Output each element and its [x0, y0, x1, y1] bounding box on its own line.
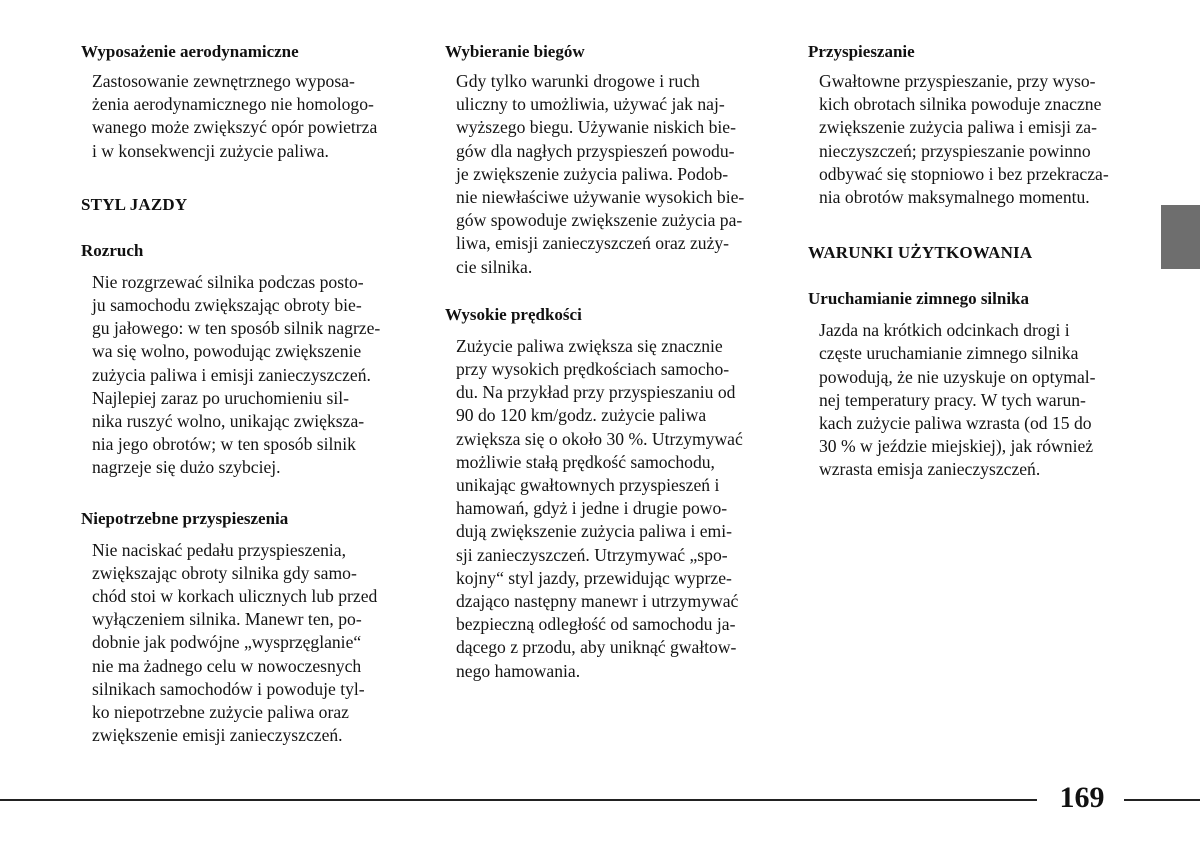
- text-line: gów dla nagłych przyspieszeń powodu-: [456, 140, 735, 161]
- text-line: nie ma żadnego celu w nowoczesnych: [92, 655, 362, 676]
- text-line: częste uruchamianie zimnego silnika: [819, 343, 1079, 364]
- text-line: nagrzeje się dużo szybciej.: [92, 457, 281, 478]
- paragraph-cold-engine-start: [808, 319, 1121, 481]
- text-line: Zużycie paliwa zwiększa się znacznie: [456, 335, 723, 356]
- footer-rule-left: [0, 799, 1037, 801]
- paragraph-acceleration: [808, 70, 1121, 209]
- heading-gear-selection: Wybieranie biegów: [445, 42, 585, 61]
- text-line: i w konsekwencji zużycie paliwa.: [92, 140, 329, 161]
- text-line: je zwiększenie zużycia paliwa. Podob-: [456, 163, 729, 184]
- heading-cold-engine-start: Uruchamianie zimnego silnika: [808, 289, 1030, 309]
- paragraph-start-up: [81, 271, 395, 480]
- text-line: chód stoi w korkach ulicznych lub przed: [92, 586, 378, 607]
- text-line: Nie rozgrzewać silnika podczas posto-: [92, 271, 364, 292]
- text-line: przy wysokich prędkościach samocho-: [456, 359, 730, 380]
- text-line: dącego z przodu, aby uniknąć gwałtow-: [456, 637, 737, 658]
- text-column-3: [808, 40, 1121, 482]
- paragraph-aerodynamic-equipment: [81, 70, 395, 163]
- paragraph-high-speeds: [445, 335, 758, 683]
- text-line: bezpieczną odległość od samochodu ja-: [456, 614, 736, 635]
- text-column-2: [445, 40, 758, 683]
- text-line: silnikach samochodów i powoduje tyl-: [92, 678, 365, 699]
- heading-unnecessary-acceleration: Niepotrzebne przyspieszenia: [81, 508, 289, 528]
- footer-rule-right: [1124, 799, 1200, 801]
- text-line: kich obrotach silnika powoduje znaczne: [819, 94, 1102, 115]
- text-line: ju samochodu zwiększając obroty bie-: [92, 295, 362, 316]
- text-line: Gdy tylko warunki drogowe i ruch: [456, 71, 700, 91]
- text-line: hamowań, gdyż i jedne i drugie powo-: [456, 498, 728, 519]
- paragraph-gear-selection: [445, 70, 758, 279]
- text-line: wyłączeniem silnika. Manewr ten, po-: [92, 609, 362, 630]
- text-line: dobnie jak podwójne „wysprzęglanie“: [92, 632, 362, 653]
- heading-acceleration: Przyspieszanie: [808, 42, 915, 61]
- text-line: gu jałowego: w ten sposób silnik nagrze-: [92, 318, 381, 339]
- page-number: 169: [1059, 781, 1105, 814]
- text-line: Zastosowanie zewnętrznego wyposa-: [92, 71, 355, 91]
- text-line: zwiększa się o około 30 %. Utrzymywać: [456, 428, 743, 449]
- text-line: nia jego obrotów; w ten sposób silnik: [92, 434, 356, 455]
- text-line: wanego może zwiększyć opór powietrza: [92, 117, 378, 138]
- text-line: sji zanieczyszczeń. Utrzymywać „spo-: [456, 544, 728, 565]
- text-line: zużycia paliwa i emisji zanieczyszczeń.: [92, 364, 371, 385]
- text-line: ko niepotrzebne zużycie paliwa oraz: [92, 702, 349, 723]
- text-line: powodują, że nie uzyskuje on optymal-: [819, 366, 1096, 387]
- text-line: nie niewłaściwe używanie wysokich bie-: [456, 187, 745, 208]
- text-line: Nie naciskać pedału przyspieszenia,: [92, 539, 347, 560]
- heading-start-up: Rozruch: [81, 240, 144, 260]
- text-line: gów spowoduje zwiększenie zużycia pa-: [456, 210, 743, 231]
- text-line: uliczny to umożliwia, używać jak naj-: [456, 94, 725, 115]
- text-line: odbywać się stopniowo i bez przekracza-: [819, 163, 1109, 184]
- text-column-1: [81, 40, 395, 747]
- text-line: zwiększenie zużycia paliwa i emisji za-: [819, 117, 1097, 138]
- section-title-operating-conditions: WARUNKI UŻYTKOWANIA: [808, 243, 1033, 263]
- text-line: unikając gwałtownych przyspieszeń i: [456, 475, 720, 496]
- text-line: nika ruszyć wolno, unikając zwiększa-: [92, 411, 365, 432]
- text-line: cie silnika.: [456, 256, 533, 277]
- text-line: Gwałtowne przyspieszanie, przy wyso-: [819, 71, 1096, 91]
- section-title-driving-style: STYL JAZDY: [81, 194, 188, 214]
- text-line: Jazda na krótkich odcinkach drogi i: [819, 320, 1070, 341]
- chapter-tab-marker: [1161, 205, 1200, 269]
- text-line: nieczyszczeń; przyspieszanie powinno: [819, 140, 1091, 161]
- text-line: zwiększenie emisji zanieczyszczeń.: [92, 725, 343, 746]
- text-line: wzrasta emisja zanieczyszczeń.: [819, 459, 1041, 480]
- text-line: liwa, emisji zanieczyszczeń oraz zuży-: [456, 233, 730, 254]
- text-line: kach zużycie paliwa wzrasta (od 15 do: [819, 413, 1092, 434]
- text-line: nego hamowania.: [456, 660, 581, 681]
- text-line: nia obrotów maksymalnego momentu.: [819, 187, 1090, 208]
- text-line: Najlepiej zaraz po uruchomieniu sil-: [92, 387, 349, 408]
- heading-aerodynamic-equipment: Wyposażenie aerodynamiczne: [81, 42, 299, 61]
- text-line: żenia aerodynamicznego nie homologo-: [92, 94, 374, 115]
- text-line: dują zwiększenie zużycia paliwa i emi-: [456, 521, 732, 542]
- text-line: wa się wolno, powodując zwiększenie: [92, 341, 362, 362]
- text-line: możliwie stałą prędkość samochodu,: [456, 451, 715, 472]
- text-line: 90 do 120 km/godz. zużycie paliwa: [456, 405, 707, 426]
- text-line: zwiększając obroty silnika gdy samo-: [92, 562, 357, 583]
- text-line: kojny“ styl jazdy, przewidując wyprze-: [456, 567, 732, 588]
- paragraph-unnecessary-acceleration: [81, 539, 395, 748]
- text-line: dzająco następny manewr i utrzymywać: [456, 591, 739, 612]
- text-line: nej temperatury pracy. W tych warun-: [819, 389, 1086, 410]
- heading-high-speeds: Wysokie prędkości: [445, 304, 582, 324]
- text-line: wyższego biegu. Używanie niskich bie-: [456, 117, 736, 138]
- text-line: du. Na przykład przy przyspieszaniu od: [456, 382, 736, 403]
- text-line: 30 % w jeździe miejskiej), jak również: [819, 436, 1094, 457]
